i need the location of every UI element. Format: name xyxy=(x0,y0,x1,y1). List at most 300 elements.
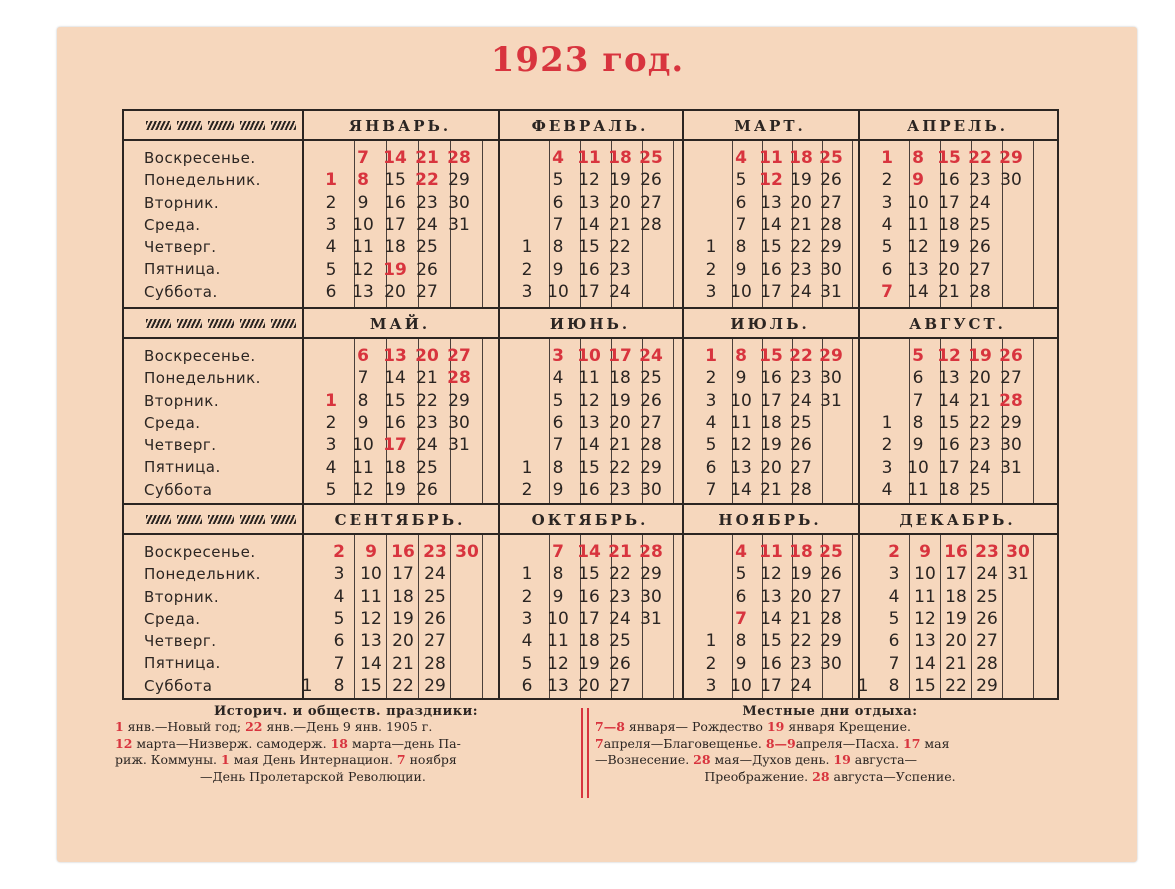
day-number: 5 xyxy=(912,346,924,366)
weekday-label: Вторник. xyxy=(144,193,220,212)
day-number: 5 xyxy=(325,259,337,280)
day-number: 8 xyxy=(357,390,369,411)
day-number: 27 xyxy=(820,586,842,607)
day-number: 23 xyxy=(416,412,438,433)
holiday-date: 12 xyxy=(115,735,133,751)
months-header-row xyxy=(124,309,1057,339)
day-number: 26 xyxy=(640,390,662,411)
day-number: 25 xyxy=(424,586,446,607)
day-number: 14 xyxy=(730,479,752,500)
day-number: 4 xyxy=(735,542,747,562)
day-number: 1 xyxy=(857,675,869,696)
day-number: 14 xyxy=(360,653,382,674)
month-divider xyxy=(682,339,684,503)
day-number: 22 xyxy=(609,237,631,258)
historical-holiday-line xyxy=(115,769,577,786)
day-number: 16 xyxy=(578,586,600,607)
day-number: 19 xyxy=(609,390,631,411)
month-divider xyxy=(498,141,500,307)
month-divider xyxy=(858,141,860,307)
day-number: 23 xyxy=(969,435,991,456)
day-number: 21 xyxy=(609,214,631,235)
day-number: 21 xyxy=(415,148,439,168)
day-number: 21 xyxy=(416,368,438,389)
day-number: 5 xyxy=(325,479,337,500)
day-number: 11 xyxy=(578,368,600,389)
day-number: 1 xyxy=(325,390,337,411)
day-number: 17 xyxy=(760,675,782,696)
day-number: 27 xyxy=(416,281,438,302)
day-number: 19 xyxy=(938,237,960,258)
day-number: 18 xyxy=(760,412,782,433)
day-number: 27 xyxy=(976,631,998,652)
weekday-label: Четверг. xyxy=(144,436,217,455)
day-number: 8 xyxy=(912,412,924,433)
day-number: 29 xyxy=(976,675,998,696)
day-number: 29 xyxy=(448,170,470,191)
week-column-rule xyxy=(852,535,853,698)
day-number: 18 xyxy=(938,214,960,235)
weekday-label: Суббота. xyxy=(144,282,218,301)
local-rest-day-line xyxy=(595,719,1065,736)
day-number: 25 xyxy=(640,368,662,389)
day-number: 24 xyxy=(969,457,991,478)
day-number: 23 xyxy=(416,192,438,213)
historical-holiday-line xyxy=(115,736,577,753)
holiday-text: Преображение. xyxy=(704,768,813,784)
day-number: 17 xyxy=(938,192,960,213)
weekday-labels xyxy=(144,541,304,697)
local-rest-day-line xyxy=(595,769,1065,786)
day-number: 9 xyxy=(912,170,924,191)
day-number: 4 xyxy=(521,631,533,652)
week-column-rule xyxy=(482,535,483,698)
day-number: 13 xyxy=(352,281,374,302)
day-number: 11 xyxy=(907,479,929,500)
holiday-date: 7 xyxy=(595,735,604,751)
day-number: 28 xyxy=(969,281,991,302)
day-number: 1 xyxy=(521,237,533,258)
day-number: 7 xyxy=(888,653,900,674)
day-number: 29 xyxy=(1000,412,1022,433)
day-number: 22 xyxy=(415,170,439,191)
historical-holidays xyxy=(115,704,577,785)
day-number: 5 xyxy=(888,608,900,629)
day-number: 1 xyxy=(301,675,313,696)
day-number: 30 xyxy=(820,653,842,674)
day-number: 5 xyxy=(333,608,345,629)
day-number: 16 xyxy=(391,542,415,562)
day-number: 8 xyxy=(912,148,924,168)
day-number: 27 xyxy=(820,192,842,213)
day-number: 24 xyxy=(969,192,991,213)
month-divider xyxy=(302,535,304,698)
day-number: 19 xyxy=(578,653,600,674)
weekday-label: Четверг. xyxy=(144,632,217,651)
day-number: 24 xyxy=(790,281,812,302)
local-rest-days xyxy=(595,704,1065,785)
holiday-date: 28 xyxy=(693,752,711,767)
weekday-labels xyxy=(144,345,304,501)
day-number: 14 xyxy=(914,653,936,674)
day-number: 21 xyxy=(760,479,782,500)
day-number: 15 xyxy=(578,237,600,258)
day-number: 23 xyxy=(790,259,812,280)
day-number: 14 xyxy=(907,281,929,302)
month-name: МАРТ. xyxy=(734,117,806,135)
weekday-label: Понедельник. xyxy=(144,565,261,584)
day-number: 27 xyxy=(790,457,812,478)
day-number: 21 xyxy=(790,608,812,629)
day-number: 26 xyxy=(999,346,1023,366)
day-number: 21 xyxy=(945,653,967,674)
weekday-label: Воскресенье. xyxy=(144,543,256,561)
day-number: 1 xyxy=(881,148,893,168)
day-number: 19 xyxy=(760,435,782,456)
holiday-date: 8—9 xyxy=(765,735,796,751)
day-number: 9 xyxy=(552,479,564,500)
day-number: 17 xyxy=(945,564,967,585)
day-number: 11 xyxy=(360,586,382,607)
day-number: 15 xyxy=(578,564,600,585)
day-number: 23 xyxy=(790,368,812,389)
day-number: 7 xyxy=(735,214,747,235)
day-number: 28 xyxy=(640,435,662,456)
day-number: 29 xyxy=(424,675,446,696)
day-number: 26 xyxy=(609,653,631,674)
holiday-text: —Вознесение. xyxy=(595,752,694,767)
day-number: 11 xyxy=(352,457,374,478)
day-number: 1 xyxy=(881,412,893,433)
weekday-label: Воскресенье. xyxy=(144,149,256,167)
day-number: 24 xyxy=(609,608,631,629)
holiday-text: риж. Коммуны. xyxy=(115,752,222,767)
day-number: 19 xyxy=(383,259,407,280)
day-number: 9 xyxy=(912,435,924,456)
weekday-label: Понедельник. xyxy=(144,369,261,388)
day-number: 5 xyxy=(552,390,564,411)
day-number: 2 xyxy=(521,259,533,280)
day-number: 9 xyxy=(735,653,747,674)
day-number: 24 xyxy=(790,675,812,696)
day-number: 28 xyxy=(820,214,842,235)
weekday-label: Среда. xyxy=(144,609,201,628)
day-number: 12 xyxy=(730,435,752,456)
month-divider xyxy=(858,339,860,503)
day-number: 26 xyxy=(820,564,842,585)
day-number: 4 xyxy=(552,368,564,389)
month-name: ИЮЛЬ. xyxy=(730,315,810,333)
day-number: 22 xyxy=(609,564,631,585)
month-name: ИЮНЬ. xyxy=(549,315,631,333)
day-number: 30 xyxy=(820,259,842,280)
day-number: 27 xyxy=(1000,368,1022,389)
holiday-text: марта—день Па- xyxy=(348,735,461,751)
day-number: 10 xyxy=(914,564,936,585)
day-number: 9 xyxy=(357,412,369,433)
local-rest-days-heading: Местные дни отдыха: xyxy=(742,704,918,719)
day-number: 13 xyxy=(938,368,960,389)
day-number: 19 xyxy=(968,346,992,366)
holiday-date: 28 xyxy=(812,768,830,784)
day-number: 30 xyxy=(820,368,842,389)
day-number: 9 xyxy=(552,259,564,280)
day-number: 30 xyxy=(448,412,470,433)
day-number: 6 xyxy=(357,346,369,366)
holiday-text: января— Рождество xyxy=(624,719,767,734)
day-number: 18 xyxy=(789,542,813,562)
day-number: 3 xyxy=(521,281,533,302)
day-number: 3 xyxy=(705,675,717,696)
day-number: 20 xyxy=(578,675,600,696)
day-number: 7 xyxy=(357,148,369,168)
holiday-text: янв.—Новый год; xyxy=(123,719,246,734)
day-number: 29 xyxy=(820,237,842,258)
day-number: 4 xyxy=(735,148,747,168)
day-number: 26 xyxy=(820,170,842,191)
day-number: 9 xyxy=(735,368,747,389)
calendar-title: 1923 год. xyxy=(490,40,685,80)
calendar-quarter xyxy=(124,111,1057,309)
day-number: 20 xyxy=(945,631,967,652)
day-number: 7 xyxy=(552,214,564,235)
holiday-date: 17 xyxy=(903,735,921,751)
day-number: 23 xyxy=(975,542,999,562)
day-number: 11 xyxy=(907,214,929,235)
day-number: 12 xyxy=(578,170,600,191)
day-number: 13 xyxy=(578,412,600,433)
day-number: 8 xyxy=(735,346,747,366)
day-number: 22 xyxy=(790,631,812,652)
day-number: 7 xyxy=(357,368,369,389)
day-number: 13 xyxy=(383,346,407,366)
month-divider xyxy=(682,535,684,698)
day-number: 4 xyxy=(325,237,337,258)
month-name: АПРЕЛЬ. xyxy=(907,117,1008,135)
day-number: 12 xyxy=(937,346,961,366)
day-number: 13 xyxy=(760,586,782,607)
day-number: 3 xyxy=(705,390,717,411)
day-number: 7 xyxy=(705,479,717,500)
day-number: 10 xyxy=(730,281,752,302)
day-number: 11 xyxy=(759,542,783,562)
day-number: 1 xyxy=(521,564,533,585)
weekday-label: Суббота xyxy=(144,480,213,499)
day-number: 26 xyxy=(416,479,438,500)
day-number: 25 xyxy=(819,148,843,168)
day-number: 8 xyxy=(552,564,564,585)
day-number: 3 xyxy=(521,608,533,629)
day-number: 3 xyxy=(333,564,345,585)
week-column-rule xyxy=(852,141,853,307)
day-number: 15 xyxy=(938,412,960,433)
day-number: 14 xyxy=(938,390,960,411)
day-number: 6 xyxy=(888,631,900,652)
day-number: 28 xyxy=(999,390,1023,411)
holiday-date: 7 xyxy=(396,752,406,767)
day-number: 24 xyxy=(609,281,631,302)
holiday-text: августа—Успение. xyxy=(829,768,956,784)
day-number: 3 xyxy=(705,281,717,302)
day-number: 23 xyxy=(790,653,812,674)
day-number: 25 xyxy=(819,542,843,562)
holiday-text: мая xyxy=(920,735,950,751)
calendar-quarter xyxy=(124,309,1057,505)
holidays-footer xyxy=(115,704,1065,804)
month-divider xyxy=(302,339,304,503)
day-number: 31 xyxy=(448,435,470,456)
day-number: 25 xyxy=(976,586,998,607)
day-number: 22 xyxy=(392,675,414,696)
day-number: 9 xyxy=(919,542,931,562)
day-number: 30 xyxy=(1000,435,1022,456)
day-number: 6 xyxy=(735,192,747,213)
week-column-rule xyxy=(1033,141,1034,307)
day-number: 8 xyxy=(888,675,900,696)
calendar-grid xyxy=(122,109,1059,700)
day-number: 26 xyxy=(416,259,438,280)
day-number: 5 xyxy=(735,170,747,191)
day-number: 16 xyxy=(578,479,600,500)
day-number: 8 xyxy=(357,170,369,191)
day-number: 25 xyxy=(609,631,631,652)
day-number: 8 xyxy=(735,237,747,258)
day-number: 22 xyxy=(969,412,991,433)
day-number: 10 xyxy=(577,346,601,366)
day-number: 24 xyxy=(790,390,812,411)
day-number: 28 xyxy=(447,368,471,389)
day-number: 29 xyxy=(819,346,843,366)
day-number: 30 xyxy=(1006,542,1030,562)
day-number: 8 xyxy=(552,237,564,258)
day-number: 2 xyxy=(881,435,893,456)
day-number: 16 xyxy=(760,259,782,280)
day-number: 21 xyxy=(938,281,960,302)
day-number: 2 xyxy=(521,479,533,500)
day-number: 15 xyxy=(760,237,782,258)
holiday-text: мая День Интернацион. xyxy=(229,752,397,767)
day-number: 2 xyxy=(705,259,717,280)
day-number: 31 xyxy=(1000,457,1022,478)
day-number: 28 xyxy=(820,608,842,629)
day-number: 11 xyxy=(759,148,783,168)
day-number: 3 xyxy=(881,457,893,478)
day-number: 15 xyxy=(760,631,782,652)
weekday-label: Четверг. xyxy=(144,238,217,257)
day-number: 18 xyxy=(384,457,406,478)
month-name: МАЙ. xyxy=(369,315,431,333)
day-number: 9 xyxy=(552,586,564,607)
day-number: 18 xyxy=(938,479,960,500)
day-number: 20 xyxy=(938,259,960,280)
day-number: 7 xyxy=(912,390,924,411)
day-number: 29 xyxy=(448,390,470,411)
day-number: 31 xyxy=(640,608,662,629)
month-name: ОКТЯБРЬ. xyxy=(531,511,649,529)
holiday-date: 1 xyxy=(221,752,230,767)
day-number: 19 xyxy=(384,479,406,500)
day-number: 1 xyxy=(705,346,717,366)
day-number: 10 xyxy=(547,608,569,629)
decorative-ornament xyxy=(146,319,296,328)
day-number: 22 xyxy=(968,148,992,168)
day-number: 17 xyxy=(608,346,632,366)
day-number: 20 xyxy=(415,346,439,366)
day-number: 16 xyxy=(938,435,960,456)
day-number: 19 xyxy=(945,608,967,629)
day-number: 5 xyxy=(552,170,564,191)
day-number: 30 xyxy=(455,542,479,562)
day-number: 9 xyxy=(735,259,747,280)
day-number: 14 xyxy=(577,542,601,562)
footer-divider xyxy=(581,708,589,798)
day-number: 15 xyxy=(914,675,936,696)
day-number: 27 xyxy=(424,631,446,652)
day-number: 13 xyxy=(914,631,936,652)
day-number: 15 xyxy=(384,170,406,191)
holiday-text: апреля—Благовещенье. xyxy=(603,735,766,751)
day-number: 18 xyxy=(789,148,813,168)
day-number: 22 xyxy=(945,675,967,696)
week-column-rule xyxy=(482,141,483,307)
day-number: 24 xyxy=(976,564,998,585)
day-number: 4 xyxy=(325,457,337,478)
day-number: 16 xyxy=(578,259,600,280)
day-number: 10 xyxy=(352,214,374,235)
day-number: 31 xyxy=(1007,564,1029,585)
day-number: 12 xyxy=(907,237,929,258)
weekday-label: Среда. xyxy=(144,413,201,432)
week-column-rule xyxy=(450,535,451,698)
day-number: 17 xyxy=(938,457,960,478)
day-number: 16 xyxy=(760,368,782,389)
week-column-rule xyxy=(673,535,674,698)
day-number: 18 xyxy=(608,148,632,168)
day-number: 15 xyxy=(360,675,382,696)
day-number: 6 xyxy=(552,192,564,213)
day-number: 20 xyxy=(392,631,414,652)
month-name: НОЯБРЬ. xyxy=(718,511,822,529)
day-number: 2 xyxy=(521,586,533,607)
day-number: 17 xyxy=(760,390,782,411)
day-number: 12 xyxy=(578,390,600,411)
day-number: 15 xyxy=(578,457,600,478)
day-number: 31 xyxy=(820,281,842,302)
day-number: 30 xyxy=(1000,170,1022,191)
week-column-rule xyxy=(418,535,419,698)
day-number: 29 xyxy=(640,564,662,585)
day-number: 31 xyxy=(448,214,470,235)
day-number: 6 xyxy=(333,631,345,652)
day-number: 18 xyxy=(392,586,414,607)
holiday-date: 18 xyxy=(330,735,349,751)
day-number: 21 xyxy=(969,390,991,411)
day-number: 6 xyxy=(705,457,717,478)
holiday-text: апреля—Пасха. xyxy=(795,735,904,751)
week-column-rule xyxy=(354,535,355,698)
day-number: 6 xyxy=(521,675,533,696)
day-number: 2 xyxy=(888,542,900,562)
day-number: 26 xyxy=(790,435,812,456)
week-column-rule xyxy=(1033,535,1034,698)
holiday-date: 19 xyxy=(833,752,851,767)
day-number: 27 xyxy=(640,412,662,433)
day-number: 12 xyxy=(759,170,783,191)
day-number: 3 xyxy=(552,346,564,366)
day-number: 10 xyxy=(907,457,929,478)
day-number: 5 xyxy=(735,564,747,585)
week-column-rule xyxy=(386,535,387,698)
